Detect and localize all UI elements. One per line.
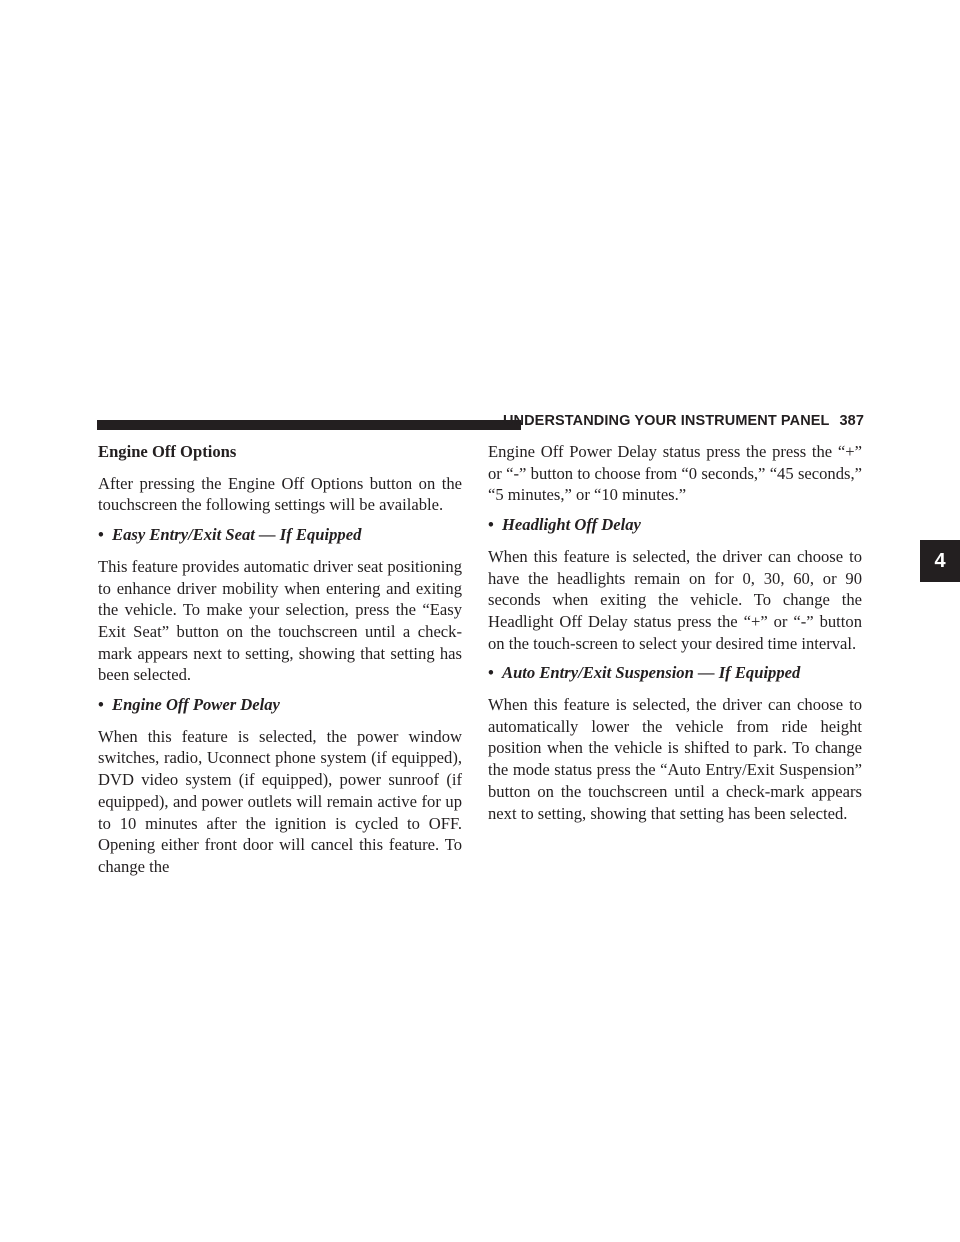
bullet-icon: • bbox=[98, 695, 104, 715]
header-rule bbox=[97, 420, 521, 430]
bullet-icon: • bbox=[98, 525, 104, 545]
paragraph: Engine Off Power Delay status press the press the “+” or “-” button to choose from “0 seconds,” “45 seconds,” “5 minutes,” or “10 minutes.” bbox=[488, 442, 862, 505]
bullet-label: Headlight Off Delay bbox=[502, 515, 641, 535]
section-heading: Engine Off Options bbox=[98, 442, 237, 461]
chapter-tab: 4 bbox=[920, 540, 960, 582]
paragraph: When this feature is selected, the power window switches, radio, Uconnect phone system (if equipped), DVD video system (if equipped), power sunroof (if equipped), and power outlets will remain active for up to 10 minutes after the ignition is cycled to OFF. Opening either front door will cancel this feature. To change the bbox=[98, 726, 462, 876]
page-number: 387 bbox=[839, 413, 864, 429]
bullet-item bbox=[488, 514, 862, 536]
bullet-icon: • bbox=[488, 515, 494, 535]
bullet-item bbox=[488, 662, 862, 684]
paragraph: This feature provides automatic driver seat positioning to enhance driver mobility when entering and exiting the vehicle. To make your selection, press the “Easy Exit Seat” button on the touchscreen until a check-mark appears next to setting, showing that setting has been selected. bbox=[98, 556, 462, 685]
paragraph: When this feature is selected, the driver can choose to automatically lower the vehicle from ride height position when the vehicle is shifted to park. To change the mode status press the “Auto Entry/Exit Suspension” button on the touchscreen until a check-mark appears next to setting, showing that setting has been selected. bbox=[488, 695, 862, 823]
paragraph: When this feature is selected, the driver can choose to have the headlights remain on for 0, 30, 60, or 90 seconds when exiting the vehicle. To change the Headlight Off Delay status press the “+” or “-” button on the touch-screen to select your desired time interval. bbox=[488, 546, 862, 653]
bullet-item bbox=[98, 524, 462, 546]
bullet-label: Auto Entry/Exit Suspension — If Equipped bbox=[502, 663, 801, 683]
paragraph: After pressing the Engine Off Options button on the touchscreen the following settings will be available. bbox=[98, 473, 462, 515]
bullet-label: Engine Off Power Delay bbox=[112, 695, 280, 715]
right-column bbox=[488, 441, 862, 832]
section-title: UNDERSTANDING YOUR INSTRUMENT PANEL bbox=[502, 413, 830, 429]
running-header bbox=[503, 413, 864, 429]
bullet-label: Easy Entry/Exit Seat — If Equipped bbox=[112, 525, 362, 545]
left-column bbox=[98, 441, 462, 886]
bullet-item bbox=[98, 694, 462, 716]
bullet-icon: • bbox=[488, 663, 494, 683]
